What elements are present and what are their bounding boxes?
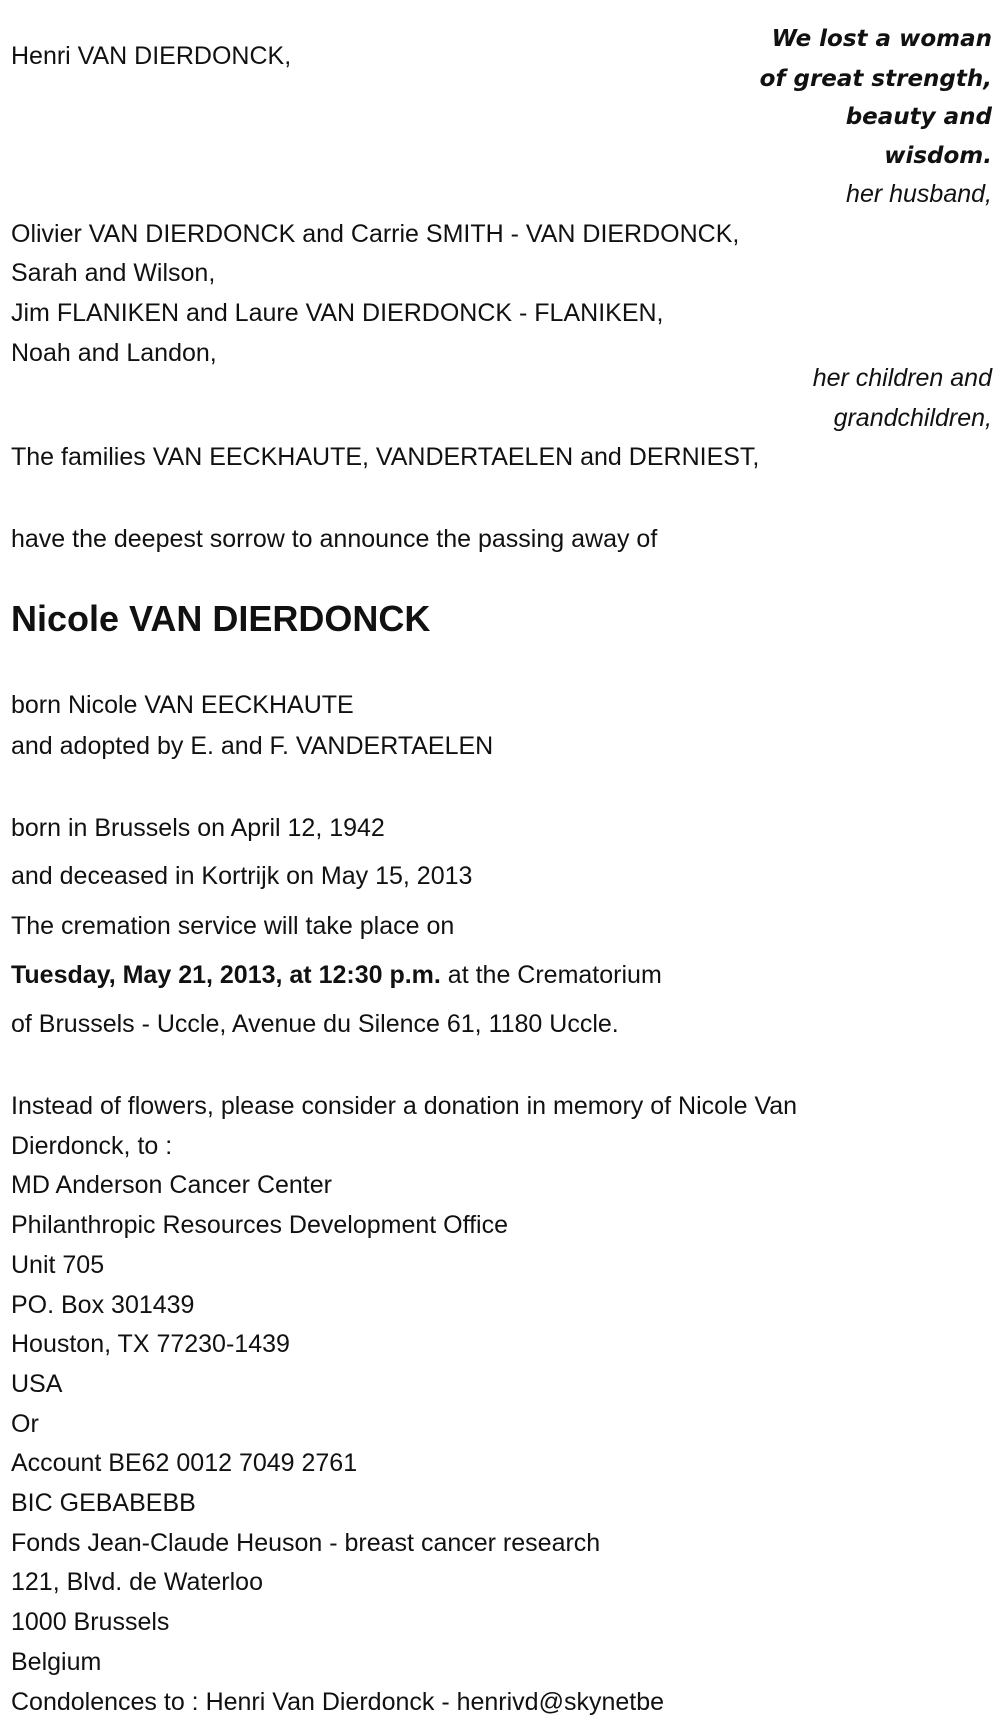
donation-line: Dierdonck, to : xyxy=(11,1131,173,1160)
donation-line: Fonds Jean-Claude Heuson - breast cancer research xyxy=(11,1528,601,1557)
donation-line: MD Anderson Cancer Center xyxy=(11,1171,332,1200)
families-line: The families VAN EECKHAUTE, VANDERTAELEN and DERNIEST, xyxy=(11,443,760,471)
child-line: Sarah and Wilson, xyxy=(11,259,216,287)
quote-line: beauty and xyxy=(845,104,992,130)
children-label: her children and xyxy=(812,364,992,392)
donation-line: BIC GEBABEBB xyxy=(11,1489,196,1517)
deceased-name: Nicole VAN DIERDONCK xyxy=(11,598,431,639)
donation-line: Instead of flowers, please consider a donation in memory of Nicole Van xyxy=(11,1092,798,1120)
date-line: and deceased in Kortrijk on May 15, 2013 xyxy=(11,862,473,890)
donation-line[interactable]: Condolences to : Henri Van Dierdonck - henrivd@skynetbe xyxy=(11,1687,665,1716)
donation-line: Account BE62 0012 7049 2761 xyxy=(11,1449,358,1478)
donation-line: Or xyxy=(11,1409,39,1438)
donation-line: Philanthropic Resources Development Office xyxy=(11,1211,509,1240)
child-line: Noah and Landon, xyxy=(11,339,217,367)
donation-line: 121, Blvd. de Waterloo xyxy=(11,1568,263,1597)
child-line: Olivier VAN DIERDONCK and Carrie SMITH - VAN DIERDONCK, xyxy=(11,220,740,248)
donation-line: Unit 705 xyxy=(11,1250,105,1279)
quote-line: of great strength, xyxy=(759,66,992,92)
date-line: born in Brussels on April 12, 1942 xyxy=(11,814,385,842)
service-place: of Brussels - Uccle, Avenue du Silence 61, 1180 Uccle. xyxy=(11,1010,619,1038)
donation-line: USA xyxy=(11,1369,63,1398)
donation-line: PO. Box 301439 xyxy=(11,1290,195,1319)
announcement: have the deepest sorrow to announce the passing away of xyxy=(11,525,658,553)
husband-name: Henri VAN DIERDONCK, xyxy=(11,42,292,70)
origin-line: and adopted by E. and F. VANDERTAELEN xyxy=(11,732,494,760)
date-line: The cremation service will take place on xyxy=(11,912,455,940)
quote-line: wisdom. xyxy=(884,143,992,169)
donation-line: Belgium xyxy=(11,1647,102,1676)
husband-label: her husband, xyxy=(846,180,992,208)
service-location: at the Crematorium xyxy=(440,961,662,989)
donation-line: Houston, TX 77230-1439 xyxy=(11,1330,290,1359)
service-datetime: Tuesday, May 21, 2013, at 12:30 p.m. xyxy=(11,961,441,989)
origin-line: born Nicole VAN EECKHAUTE xyxy=(11,691,354,719)
child-line: Jim FLANIKEN and Laure VAN DIERDONCK - FLANIKEN, xyxy=(11,299,664,327)
donation-line: 1000 Brussels xyxy=(11,1608,170,1637)
quote-line: We lost a woman xyxy=(771,26,992,52)
service-line xyxy=(11,955,662,995)
children-label: grandchildren, xyxy=(833,404,992,432)
